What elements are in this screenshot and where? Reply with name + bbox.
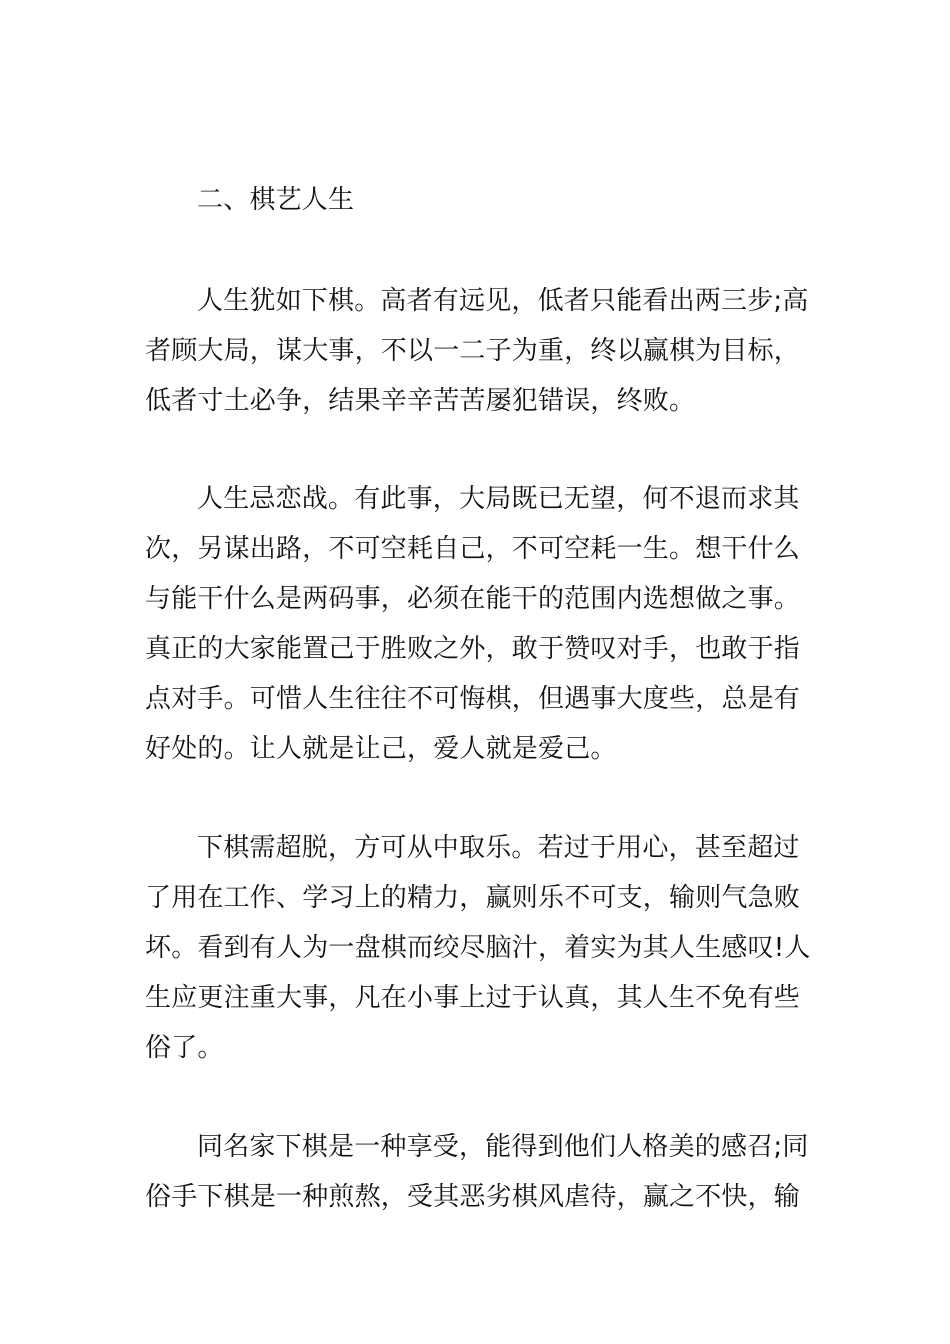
paragraph-3-line-5: 俗了。 bbox=[145, 1033, 224, 1063]
section-heading: 二、棋艺人生 bbox=[197, 185, 355, 215]
paragraph-1-line-1: 人生犹如下棋。高者有远见，低者只能看出两三步;高 bbox=[197, 286, 809, 316]
paragraph-3-line-2: 了用在工作、学习上的精力，赢则乐不可支，输则气急败 bbox=[145, 883, 801, 913]
paragraph-2-line-3: 与能干什么是两码事，必须在能干的范围内选想做之事。 bbox=[145, 584, 801, 614]
paragraph-1-line-3: 低者寸土必争，结果辛辛苦苦屡犯错误，终败。 bbox=[145, 386, 696, 416]
paragraph-2-line-6: 好处的。让人就是让己，爱人就是爱己。 bbox=[145, 734, 617, 764]
paragraph-2-line-5: 点对手。可惜人生往往不可悔棋，但遇事大度些，总是有 bbox=[145, 684, 801, 714]
paragraph-3-line-3: 坏。看到有人为一盘棋而绞尽脑汁，着实为其人生感叹!人 bbox=[145, 933, 811, 963]
paragraph-3-line-4: 生应更注重大事，凡在小事上过于认真，其人生不免有些 bbox=[145, 983, 801, 1013]
paragraph-4-line-2: 俗手下棋是一种煎熬，受其恶劣棋风虐待，赢之不快，输 bbox=[145, 1182, 801, 1212]
paragraph-2-line-4: 真正的大家能置己于胜败之外，敢于赞叹对手，也敢于指 bbox=[145, 634, 801, 664]
paragraph-4-line-1: 同名家下棋是一种享受，能得到他们人格美的感召;同 bbox=[197, 1132, 809, 1162]
paragraph-1-line-2: 者顾大局，谋大事，不以一二子为重，终以赢棋为目标， bbox=[145, 336, 801, 366]
paragraph-3-line-1: 下棋需超脱，方可从中取乐。若过于用心，甚至超过 bbox=[197, 833, 800, 863]
paragraph-2-line-2: 次，另谋出路，不可空耗自己，不可空耗一生。想干什么 bbox=[145, 534, 801, 564]
paragraph-2-line-1: 人生忌恋战。有此事，大局既已无望，何不退而求其 bbox=[197, 484, 800, 514]
